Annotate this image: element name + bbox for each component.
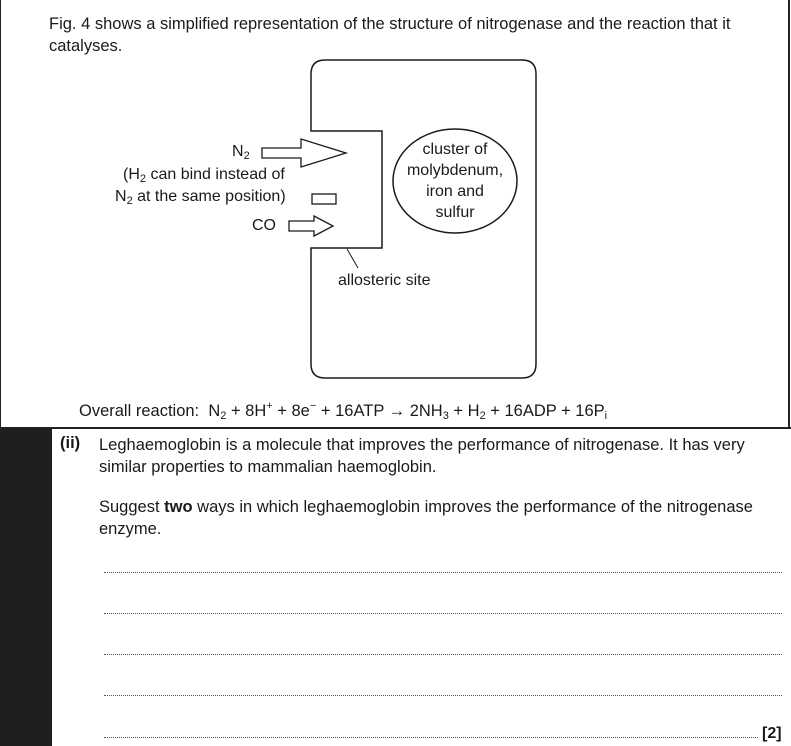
question-text: Leghaemoglobin is a molecule that improves the performance of nitrogenase. It has very similar properties to mammalian haemoglobin.	[99, 436, 745, 476]
n2-arrow	[262, 139, 346, 167]
cluster-label-line4: sulfur	[435, 204, 475, 221]
cluster-label-line3: iron and	[426, 183, 484, 200]
answer-line[interactable]	[104, 737, 758, 738]
answer-line[interactable]	[104, 695, 782, 696]
h2-binding-box	[312, 194, 336, 204]
reaction-arrow: →	[388, 402, 406, 420]
answer-line[interactable]	[104, 572, 782, 573]
answer-line[interactable]	[104, 654, 782, 655]
answer-line[interactable]	[104, 613, 782, 614]
question-prompt: Suggest two ways in which leghaemoglobin improves the performance of the nitrogenase enzyme.	[99, 498, 753, 538]
cluster-label-line2: molybdenum,	[406, 162, 504, 179]
co-label: CO	[252, 217, 276, 234]
left-margin-bar	[0, 428, 51, 746]
allosteric-site-label: allosteric site	[338, 272, 431, 289]
intro-text: Fig. 4 shows a simplified representation of the structure of nitrogenase and the reaction that it catalyses.	[49, 15, 731, 55]
allosteric-pointer	[347, 249, 358, 268]
n2-label: $N_2$	[232, 143, 250, 162]
section-divider	[0, 427, 791, 429]
margin-separator	[51, 428, 52, 746]
marks-label: [2]	[762, 725, 782, 742]
overall-reaction: Overall reaction: $N_2 + 8H^+ + 8e^- + 16ATP \to 2NH_3 + H_2 + 16ADP + 16P_i$	[79, 400, 608, 422]
h2-label-line2: $N_2$ at the same position)	[115, 188, 286, 207]
question-number: (ii)	[60, 434, 81, 452]
co-arrow	[289, 216, 333, 236]
cluster-label-line1: cluster of	[422, 141, 488, 158]
h2-label-line1: ($H_2$ can bind instead of	[123, 166, 285, 185]
